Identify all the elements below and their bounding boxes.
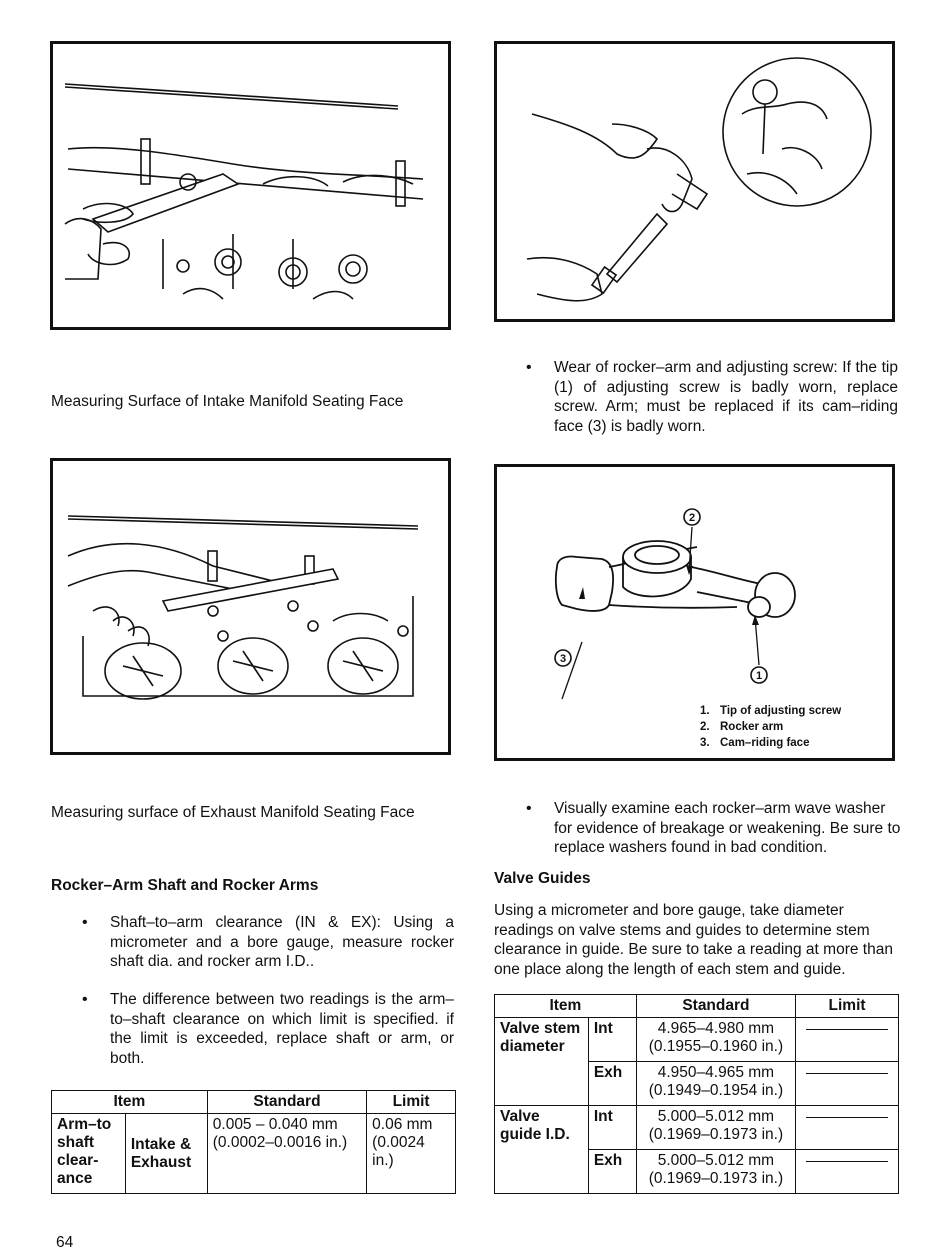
callout-1: 1 (755, 670, 763, 682)
column-header: Standard (636, 995, 795, 1018)
figure-exhaust-surface (50, 458, 451, 755)
page-number: 64 (56, 1234, 74, 1251)
rocker-arm-heading: Rocker–Arm Shaft and Rocker Arms (51, 877, 319, 894)
table-row (495, 1018, 899, 1062)
valve-spec-table (494, 994, 899, 1194)
washer-bullet-text: Visually examine each rocker–arm wave washer for evidence of breakage or weakening. Be sure to replace washers found in bad condition. (554, 800, 901, 856)
standard-cell: 0.005 – 0.040 mm (0.0002–0.0016 in.) (207, 1114, 366, 1194)
figure-rocker-arm (494, 464, 895, 761)
exhaust-figure-caption: Measuring surface of Exhaust Manifold Seating Face (51, 804, 415, 821)
item-cell: Valve stem diameter (495, 1018, 589, 1106)
standard-cell: 4.950–4.965 mm (0.1949–0.1954 in.) (636, 1062, 795, 1106)
limit-dash (806, 1161, 888, 1162)
limit-dash (806, 1117, 888, 1118)
item-cell: Arm–to shaft clear- ance (52, 1114, 126, 1194)
washer-bullet-item (526, 799, 904, 858)
item-cell: Valve guide I.D. (495, 1106, 589, 1194)
table-row (495, 1106, 899, 1150)
table-header-row (495, 995, 899, 1018)
rocker-clearance-table (51, 1090, 456, 1194)
column-header: Standard (207, 1091, 366, 1114)
sub-item-cell: Intake & Exhaust (125, 1114, 207, 1194)
difference-bullet-text: The difference between two readings is the arm–to–shaft clearance on which limit is specified. if the limit is exceeded, replace shaft or arm, or both. (110, 991, 454, 1067)
callout-2: 2 (688, 512, 696, 524)
bullet-icon: • (526, 359, 532, 376)
intake-figure-caption: Measuring Surface of Intake Manifold Seating Face (51, 393, 404, 410)
column-header: Item (495, 995, 637, 1018)
standard-cell: 5.000–5.012 mm (0.1969–0.1973 in.) (636, 1150, 795, 1194)
table-header-row (52, 1091, 456, 1114)
limit-cell (796, 1150, 899, 1194)
valve-guides-paragraph: Using a micrometer and bore gauge, take diameter readings on valve stems and guides to determine stem clearance in guide. Be sure to take a reading at more than one place along the length of each stem and guide. (494, 902, 893, 978)
sub-item-cell: Int (588, 1018, 636, 1062)
rocker-legend (700, 703, 841, 751)
limit-cell (796, 1018, 899, 1062)
sub-item-cell: Int (588, 1106, 636, 1150)
legend-item: 1. Tip of adjusting screw (700, 705, 842, 717)
wear-bullet-item (526, 358, 898, 436)
figure-micrometer (494, 41, 895, 322)
column-header: Item (52, 1091, 208, 1114)
callout-3: 3 (559, 653, 567, 665)
wear-bullet-text: Wear of rocker–arm and adjusting screw: If the tip (1) of adjusting screw is badly worn, replace screw. Arm; must be replaced if its cam–riding face (3) is badly worn. (554, 359, 898, 435)
figure-intake-surface (50, 41, 451, 330)
table-row (52, 1114, 456, 1194)
sub-item-cell: Exh (588, 1062, 636, 1106)
valve-guides-heading: Valve Guides (494, 870, 591, 887)
bullet-icon: • (82, 991, 88, 1008)
limit-cell (796, 1106, 899, 1150)
difference-bullet-item (82, 990, 454, 1068)
exhaust-surface-illustration (53, 461, 448, 752)
limit-dash (806, 1073, 888, 1074)
bullet-icon: • (82, 914, 88, 931)
bullet-icon: • (526, 800, 532, 817)
limit-dash (806, 1029, 888, 1030)
micrometer-illustration (497, 44, 892, 319)
sub-item-cell: Exh (588, 1150, 636, 1194)
column-header: Limit (796, 995, 899, 1018)
intake-surface-illustration (53, 44, 448, 327)
clearance-bullet-text: Shaft–to–arm clearance (IN & EX): Using a micrometer and a bore gauge, measure rocker shaft dia. and rocker arm I.D.. (110, 914, 454, 970)
legend-item: 3. Cam–riding face (700, 737, 810, 749)
legend-item: 2. Rocker arm (700, 721, 784, 733)
limit-cell: 0.06 mm (0.0024 in.) (367, 1114, 456, 1194)
standard-cell: 5.000–5.012 mm (0.1969–0.1973 in.) (636, 1106, 795, 1150)
clearance-bullet-item (82, 913, 454, 972)
limit-cell (796, 1062, 899, 1106)
column-header: Limit (367, 1091, 456, 1114)
standard-cell: 4.965–4.980 mm (0.1955–0.1960 in.) (636, 1018, 795, 1062)
